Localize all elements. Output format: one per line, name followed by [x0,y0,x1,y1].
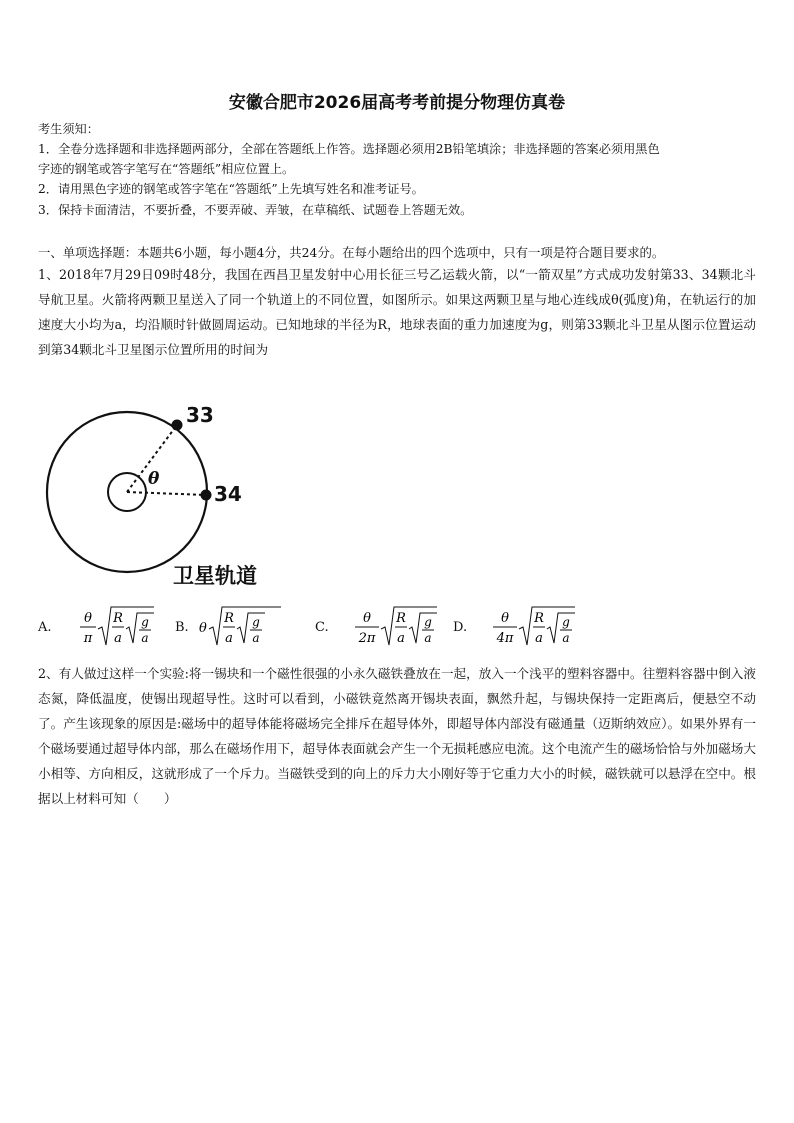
root-num: R [395,611,406,626]
option-c-formula [333,605,441,649]
option-c[interactable] [315,607,441,647]
option-letter: B. [175,619,189,635]
option-a-formula [56,605,156,649]
orbit-figure [40,398,280,594]
figure-caption: 卫星轨道 [173,564,257,588]
inner-root-den: a [424,631,432,645]
option-d[interactable] [453,607,579,647]
notice-item: 1．全卷分选择题和非选择题两部分，全部在答题纸上作答。选择题必须用2B铅笔填涂；非选择题的答案必须用黑色 [38,142,660,156]
root-den: a [113,631,122,646]
fraction-denominator: 2π [358,631,376,646]
root-den: a [396,631,405,646]
option-b-formula [193,605,283,649]
satellite-33-dot [172,420,183,431]
fraction-denominator: π [83,631,92,646]
root-num: R [112,611,123,626]
notice-item: 3．保持卡面清洁，不要折叠，不要弄破、弄皱，在草稿纸、试题卷上答题无效。 [38,203,473,217]
question-2-text: 2、有人做过这样一个实验:将一锡块和一个磁性很强的小永久磁铁叠放在一起，放入一个浅平的塑料容器中。往塑料容器中倒入液态氮，降低温度，使锡出现超导性。这时可以看到，小磁铁竟然离开锡块表面，飘然升起，与锡块保持一定距离后，便悬空不动了。产生该现象的原因是:磁场中的超导体能将磁场完全排斥在超导体外，即超导体内部没有磁通量（迈斯纳效应）。如果外界有一个磁场要通过超导体内部，那么在磁场作用下，超导体表面就会产生一个无损耗感应电流。这个电流产生的磁场恰恰与外加磁场大小相等、方向相反，这就形成了一个斥力。当磁铁受到的向上的斥力大小刚好等于它重力大小的时候，磁铁就可以悬浮在空中。根据以上材料可知（ ） [38,666,756,806]
root-den: a [535,631,543,646]
satellite-33-label: 33 [186,403,214,427]
option-b[interactable] [175,607,283,647]
question-1-text: 1、2018年7月29日09时48分，我国在西昌卫星发射中心用长征三号乙运载火箭，以“一箭双星”方式成功发射第33、34颗北斗导航卫星。火箭将两颗卫星送入了同一个轨道上的不同位置，如图所示。如果这两颗卫星与地心连线成θ(弧度)角，在轨运行的加速度大小均为a，均沿顺时针做圆周运动。已知地球的半径为R，地球表面的重力加速度为g，则第33颗北斗卫星从图示位置运动到第34颗北斗卫星图示位置所用的时间为 [38,267,756,357]
root-den: a [224,631,233,646]
notice-heading: 考生须知： [38,122,99,136]
fraction-numerator: θ [362,611,371,626]
inner-root-den: a [562,631,570,645]
root-num: R [223,611,234,626]
notice-item: 2．请用黑色字迹的钢笔或答字笔在“答题纸”上先填写姓名和准考证号。 [38,182,424,196]
option-letter: C. [315,619,329,635]
section-heading: 一、单项选择题：本题共6小题，每小题4分，共24分。在每小题给出的四个选项中，只有一项是符合题目要求的。 [38,245,665,260]
satellite-34-label: 34 [214,482,242,506]
lead-theta: θ [198,621,207,636]
option-letter: A. [38,619,52,635]
fraction-numerator: θ [83,611,92,626]
fraction-numerator: θ [501,611,510,626]
inner-root-num: g [140,615,149,629]
theta-label: θ [148,469,160,489]
inner-root-num: g [251,615,260,629]
fraction-denominator: 4π [496,631,514,646]
option-d-formula [471,605,579,649]
inner-root-num: g [562,615,570,629]
inner-root-den: a [252,631,260,645]
option-a[interactable] [38,607,156,647]
option-letter: D. [453,619,468,635]
satellite-34-dot [201,490,212,501]
root-num: R [534,611,544,626]
page-title: 安徽合肥市2026届高考考前提分物理仿真卷 [228,93,566,113]
inner-root-den: a [140,631,149,645]
notice-item: 字迹的钢笔或答字笔写在“答题纸”相应位置上。 [38,162,295,176]
line-to-34 [127,492,206,495]
inner-root-num: g [423,615,432,629]
